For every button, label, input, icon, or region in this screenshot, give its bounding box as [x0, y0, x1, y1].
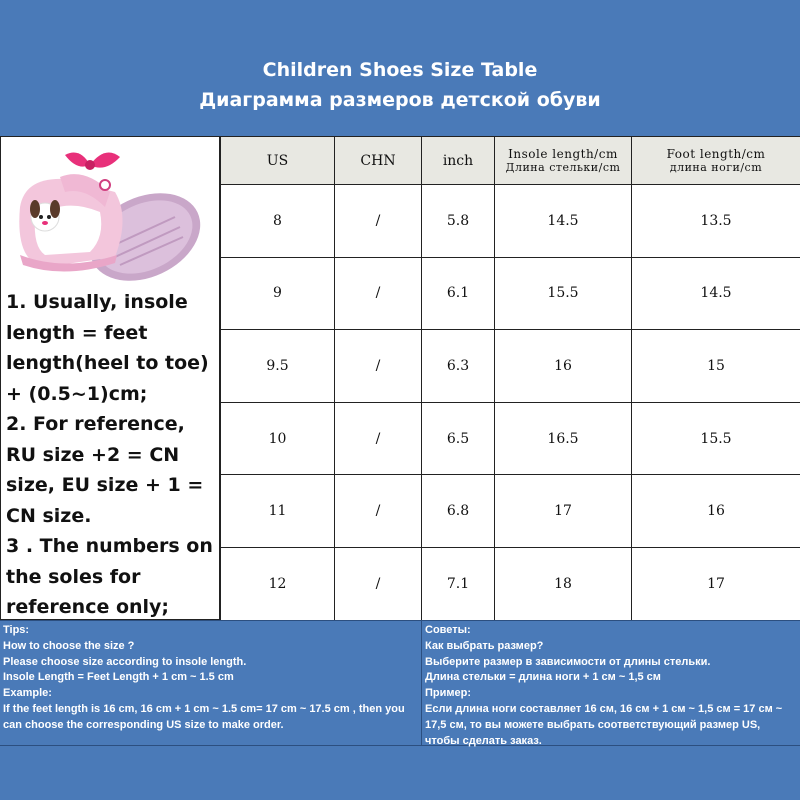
cell-us: 10: [221, 402, 335, 475]
header-foot: [632, 137, 800, 185]
header-insole-ru: Длина стельки/cm: [505, 160, 621, 174]
table-row: [221, 547, 800, 620]
cell-us: 9.5: [221, 330, 335, 403]
cell-foot: 17: [632, 547, 800, 620]
cell-insole: 15.5: [495, 257, 632, 330]
header-chn: CHN: [335, 137, 422, 185]
table-row: [221, 475, 800, 548]
header-inch: inch: [422, 137, 495, 185]
table-row: [221, 185, 800, 258]
cell-us: 12: [221, 547, 335, 620]
title-english: Children Shoes Size Table: [262, 59, 538, 81]
tips-answer: Please choose size according to insole length.: [3, 655, 247, 668]
table-row: [221, 402, 800, 475]
tips-russian: [422, 620, 800, 746]
note-item: 1. Usually, insole length = feet length(heel to toe) + (0.5~1)cm;: [6, 291, 216, 405]
tips-answer: Выберите размер в зависимости от длины стельки.: [425, 655, 711, 668]
tips-title: Tips:: [3, 624, 30, 636]
cell-insole: 17: [495, 475, 632, 548]
cell-us: 11: [221, 475, 335, 548]
cell-insole: 16.5: [495, 402, 632, 475]
tips-example-label: Пример:: [425, 687, 472, 700]
cell-insole: 14.5: [495, 185, 632, 258]
tips-question: How to choose the size ?: [3, 639, 135, 652]
tips-question: Как выбрать размер?: [425, 639, 544, 652]
cell-insole: 16: [495, 330, 632, 403]
tips-example: Если длина ноги составляет 16 см, 16 см + 1 см ~ 1,5 см = 17 см ~ 17,5 см, то вы можете выбрать соответствующий размер US, чтобы сделать заказ.: [425, 702, 783, 747]
title-russian: Диаграмма размеров детской обуви: [199, 89, 601, 111]
cell-us: 9: [221, 257, 335, 330]
cell-foot: 13.5: [632, 185, 800, 258]
cell-chn: /: [335, 547, 422, 620]
table-row: [221, 330, 800, 403]
header-foot-ru: длина ноги/cm: [669, 160, 763, 174]
cell-inch: 6.3: [422, 330, 495, 403]
page-header: [0, 55, 800, 135]
cell-us: 8: [221, 185, 335, 258]
size-table: [220, 136, 800, 621]
tips-english: [0, 620, 422, 746]
cell-chn: /: [335, 475, 422, 548]
cell-inch: 6.5: [422, 402, 495, 475]
table-row: [221, 257, 800, 330]
cell-chn: /: [335, 330, 422, 403]
header-us: US: [221, 137, 335, 185]
tips-formula: Insole Length = Feet Length + 1 cm ~ 1.5 cm: [3, 671, 234, 684]
cell-foot: 16: [632, 475, 800, 548]
header-insole: [495, 137, 632, 185]
tips-example: If the feet length is 16 cm, 16 cm + 1 cm ~ 1.5 cm= 17 cm ~ 17.5 cm , then you can choose the corresponding US size to make order.: [3, 702, 405, 731]
size-notes: [6, 287, 218, 623]
note-item: 3 . The numbers on the soles for reference only;: [6, 535, 220, 618]
cell-chn: /: [335, 402, 422, 475]
header-insole-en: Insole length/cm: [508, 146, 618, 161]
left-panel: [0, 136, 220, 620]
kids-sandal-image: [5, 137, 217, 287]
cell-inch: 6.1: [422, 257, 495, 330]
cell-foot: 15.5: [632, 402, 800, 475]
tips-example-label: Example:: [3, 687, 52, 700]
tips-formula: Длина стельки = длина ноги + 1 см ~ 1,5 см: [425, 671, 661, 684]
cell-foot: 14.5: [632, 257, 800, 330]
cell-inch: 6.8: [422, 475, 495, 548]
cell-chn: /: [335, 185, 422, 258]
header-foot-en: Foot length/cm: [666, 146, 766, 161]
cell-foot: 15: [632, 330, 800, 403]
cell-chn: /: [335, 257, 422, 330]
note-item: 2. For reference, RU size +2 = CN size, EU size + 1 = CN size.: [6, 413, 210, 527]
table-header-row: [221, 137, 800, 185]
cell-insole: 18: [495, 547, 632, 620]
cell-inch: 7.1: [422, 547, 495, 620]
tips-title: Советы:: [425, 624, 471, 636]
cell-inch: 5.8: [422, 185, 495, 258]
